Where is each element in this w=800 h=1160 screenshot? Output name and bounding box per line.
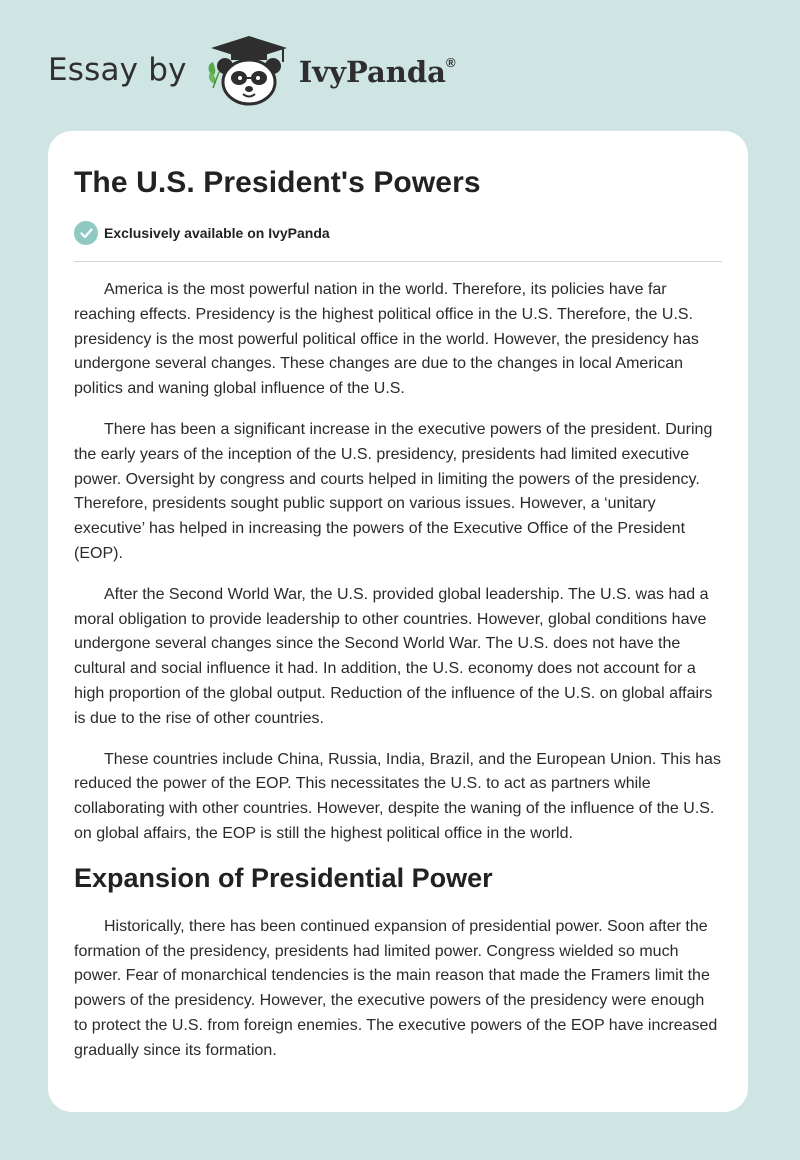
paragraph: Historically, there has been continued expansion of presidential power. Soon after the formation of the presidency, presidents had limited power. Congress wielded so much power. Fear of monarchical tendencies is the main reason that made the Framers limit the powers of the presidency. However, the executive powers of the presidency were enough to protect the U.S. from foreign enemies. The executive powers of the EOP have increased gradually since its formation. [74, 917, 718, 1059]
divider [74, 261, 722, 262]
paragraph: After the Second World War, the U.S. provided global leadership. The U.S. was had a moral obligation to provide leadership to other countries. However, global conditions have undergone several changes since the Second World War. The U.S. does not have the cultural and social influence it had. In addition, the U.S. economy does not account for a high proportion of the global output. Reduction of the influence of the U.S. on global affairs is due to the rise of other countries. [74, 585, 713, 727]
paragraph: There has been a significant increase in the executive powers of the president. During the early years of the inception of the U.S. presidency, presidents had limited executive power. Oversight by congress and courts helped in limiting the powers of the presidency. Therefore, presidents sought public support on various issues. However, a ‘unitary executive’ has helped in increasing the powers of the Executive Office of the President (EOP). [74, 420, 713, 562]
essay-card [48, 131, 748, 1112]
panda-graduate-icon[interactable] [203, 32, 295, 108]
brand-name[interactable]: IvyPanda® [298, 55, 456, 89]
paragraph: These countries include China, Russia, India, Brazil, and the European Union. This has reduced the power of the EOP. This necessitates the U.S. to act as partners while collaborating with other countries. However, despite the waning of the influence of the U.S. on global affairs, the EOP is still the highest political office in the world. [74, 750, 721, 842]
page-title: The U.S. President's Powers [74, 166, 481, 199]
essay-body [74, 278, 722, 1080]
badge-label: Exclusively available on IvyPanda [104, 225, 330, 241]
registered-mark: ® [445, 55, 456, 71]
check-circle-icon [74, 221, 98, 245]
exclusive-badge [74, 221, 330, 245]
site-header [48, 30, 456, 110]
section-heading: Expansion of Presidential Power [74, 862, 493, 893]
essay-by-label: Essay by [48, 52, 187, 88]
paragraph: America is the most powerful nation in the world. Therefore, its policies have far reaching effects. Presidency is the highest political office in the U.S. Therefore, the U.S. presidency is the most powerful political office in the world. However, the presidency has undergone several changes. These changes are due to the changes in local American politics and waning global influence of the U.S. [74, 281, 699, 398]
